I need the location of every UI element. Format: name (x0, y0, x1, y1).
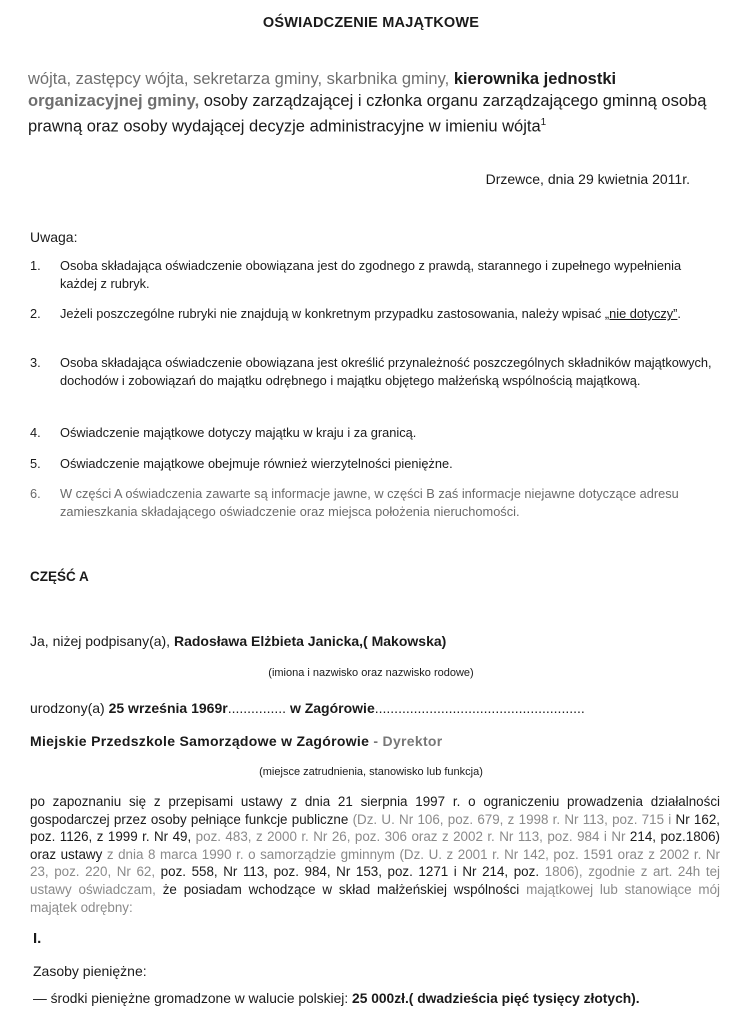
birth-line: urodzony(a) 25 września 1969r............... w Zagórowie...................................................... (30, 700, 585, 716)
note-item (30, 257, 720, 293)
note-number: 3. (30, 355, 41, 370)
workplace-caption: (miejsce zatrudnienia, stanowisko lub funkcja) (259, 766, 483, 778)
note-item (30, 455, 720, 473)
note-underlined: „nie dotyczy” (604, 306, 678, 321)
intro-footnote: 1 (540, 117, 547, 128)
declaration-paragraph: po zapoznaniu się z przepisami ustawy z dnia 21 sierpnia 1997 r. o ograniczeniu prowadzenia działalności gospodarczej przez osoby pełniące funkcje publiczne (Dz. U. Nr 106, poz. 679, z 1998 r. Nr 113, poz. 715 i Nr 162, poz. 1126, z 1999 r. Nr 49, poz. 483, z 2000 r. Nr 26, poz. 306 oraz z 2002 r. Nr 113, poz. 984 i Nr 214, poz.1806) oraz ustawy z dnia 8 marca 1990 r. o samorządzie gminnym (Dz. U. z 2001 r. Nr 142, poz. 1591 oraz z 2002 r. Nr 23, poz. 220, Nr 62, poz. 558, Nr 113, poz. 984, Nr 153, poz. 1271 i Nr 214, poz. 1806), zgodnie z art. 24h tej ustawy oświadczam, że posiadam wchodzące w skład małżeńskiej wspólności majątkowej lub stanowiące mój majątek odrębny: (30, 794, 720, 915)
signer-line: Ja, niżej podpisany(a), Radosława Elżbieta Janicka,( Makowska) (30, 633, 447, 649)
name-caption: (imiona i nazwisko oraz nazwisko rodowe) (268, 667, 474, 679)
cash-line: — środki pieniężne gromadzone w walucie polskiej: 25 000zł.( dwadzieścia pięć tysięcy złotych). (33, 991, 640, 1006)
intro-bold2: organizacyjnej gminy, (28, 92, 200, 110)
intro-paragraph (28, 68, 708, 138)
section-a-heading: CZĘŚĆ A (30, 569, 89, 584)
note-text: Osoba składająca oświadczenie obowiązana jest określić przynależność poszczególnych składników majątkowych, dochodów i zobowiązań do majątku odrębnego i majątku objętego małżeńską wspólnością majątkową. (60, 355, 712, 388)
intro-part1: wójta, zastępcy wójta, sekretarza gminy, skarbnika gminy, (28, 70, 454, 88)
birth-date: 25 września 1969r (108, 700, 228, 716)
note-text: W części A oświadczenia zawarte są informacje jawne, w części B zaś informacje niejawne dotyczące adresu zamieszkania składającego oświadczenie oraz miejsca położenia nieruchomości. (60, 486, 679, 519)
note-item (30, 485, 720, 521)
document-title: OŚWIADCZENIE MAJĄTKOWE (262, 15, 480, 31)
uwaga-label: Uwaga: (30, 229, 78, 245)
cash-value: 25 000zł.( dwadzieścia pięć tysięcy złotych). (352, 991, 640, 1006)
document-date: Drzewce, dnia 29 kwietnia 2011r. (485, 171, 690, 187)
workplace: Miejskie Przedszkole Samorządowe w Zagórowie - Dyrektor (30, 733, 443, 749)
note-number: 1. (30, 258, 41, 273)
section-roman-one: I. (33, 930, 42, 947)
intro-part2: osoby zarządzającej i członka organu zarządzającego gminną osobą prawną oraz osoby wydającej decyzje administracyjne w imieniu wójta (28, 92, 707, 136)
note-item (30, 305, 720, 323)
birth-place: w Zagórowie (289, 700, 375, 716)
note-number: 5. (30, 456, 41, 471)
note-number: 4. (30, 425, 41, 440)
note-text: Jeżeli poszczególne rubryki nie znajdują w konkretnym przypadku zastosowania, należy wpisać „nie dotyczy”. (60, 306, 681, 321)
note-text: Osoba składająca oświadczenie obowiązana jest do zgodnego z prawdą, starannego i zupełnego wypełnienia każdej z rubryk. (60, 258, 682, 291)
signer-name: Radosława Elżbieta Janicka,( Makowska) (173, 633, 447, 649)
note-item (30, 354, 720, 390)
note-number: 2. (30, 306, 41, 321)
note-text: Oświadczenie majątkowe obejmuje również wierzytelności pieniężne. (60, 456, 453, 471)
note-number: 6. (30, 486, 41, 501)
zasoby-label: Zasoby pieniężne: (33, 963, 147, 979)
note-text: Oświadczenie majątkowe dotyczy majątku w kraju i za granicą. (60, 425, 417, 440)
intro-bold1: kierownika jednostki (453, 70, 617, 88)
note-item (30, 424, 720, 442)
